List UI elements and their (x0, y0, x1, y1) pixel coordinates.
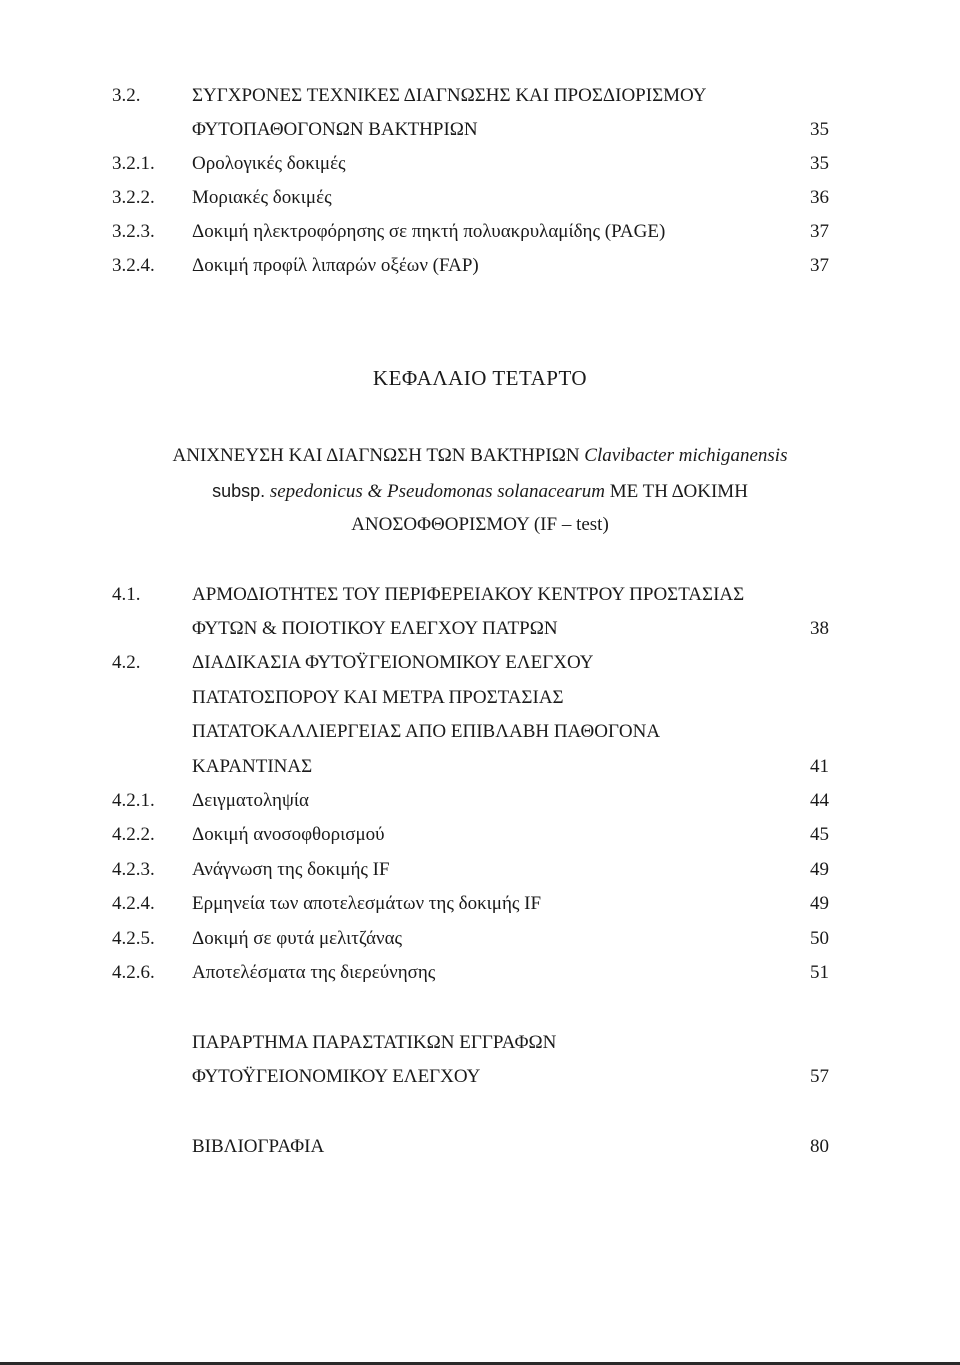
entry-page: 36 (810, 187, 829, 208)
entry-page: 37 (810, 255, 829, 276)
toc-entry-4-2-2 (0, 822, 960, 848)
entry-number: 4.2. (112, 652, 141, 673)
toc-entry-4-2-5 (0, 926, 960, 952)
entry-number: 3.2.3. (112, 221, 155, 242)
entry-page: 49 (810, 859, 829, 880)
subtitle-species: Clavibacter michiganensis (584, 445, 788, 466)
entry-number: 4.2.4. (112, 893, 155, 914)
toc-entry-4-2 (0, 650, 960, 676)
entry-page: 80 (810, 1136, 829, 1157)
toc-entry-4-1 (0, 582, 960, 608)
entry-title: Δοκιμή σε φυτά μελιτζάνας (192, 928, 403, 949)
entry-page: 45 (810, 824, 829, 845)
entry-title: Μοριακές δοκιμές (192, 187, 332, 208)
entry-number: 4.2.6. (112, 962, 155, 983)
entry-title-cont: ΠΑΤΑΤΟΣΠΟΡΟΥ ΚΑΙ ΜΕΤΡΑ ΠΡΟΣΤΑΣΙΑΣ (192, 687, 564, 708)
toc-entry-3-2-3 (0, 219, 960, 245)
subtitle-subsp: subsp. (212, 481, 266, 501)
entry-title: Ερμηνεία των αποτελεσμάτων της δοκιμής IF (192, 893, 542, 914)
toc-appendix-cont (0, 1064, 960, 1090)
entry-page: 35 (810, 119, 829, 140)
toc-entry-4-2-1 (0, 788, 960, 814)
entry-number: 3.2.2. (112, 187, 155, 208)
entry-number: 4.2.2. (112, 824, 155, 845)
entry-page: 41 (810, 756, 829, 777)
toc-entry-3-2 (0, 83, 960, 109)
entry-title: Δοκιμή ανοσοφθορισμού (192, 824, 385, 845)
toc-entry-3-2-2 (0, 185, 960, 211)
entry-title: Δοκιμή ηλεκτροφόρησης σε πηκτή πολυακρυλαμίδης (PAGE) (192, 221, 666, 242)
toc-entry-3-2-4 (0, 253, 960, 279)
entry-title-cont: ΦΥΤΩΝ & ΠΟΙΟΤΙΚΟΥ ΕΛΕΓΧΟΥ ΠΑΤΡΩΝ (192, 618, 558, 639)
subtitle-text: ΑΝΙΧΝΕΥΣΗ ΚΑΙ ΔΙΑΓΝΩΣΗ ΤΩΝ ΒΑΚΤΗΡΙΩΝ (172, 445, 580, 466)
toc-entry-4-2-cont2 (0, 719, 960, 745)
toc-entry-3-2-1 (0, 151, 960, 177)
toc-entry-4-1-cont (0, 616, 960, 642)
entry-page: 50 (810, 928, 829, 949)
entry-title-cont: ΠΑΤΑΤΟΚΑΛΛΙΕΡΓΕΙΑΣ ΑΠΟ ΕΠΙΒΛΑΒΗ ΠΑΘΟΓΟΝΑ (192, 721, 661, 742)
entry-page: 49 (810, 893, 829, 914)
entry-title: Δοκιμή προφίλ λιπαρών οξέων (FAP) (192, 255, 479, 276)
entry-number: 4.1. (112, 584, 141, 605)
toc-entry-4-2-3 (0, 857, 960, 883)
entry-title: ΑΡΜΟΔΙΟΤΗΤΕΣ ΤΟΥ ΠΕΡΙΦΕΡΕΙΑΚΟΥ ΚΕΝΤΡΟΥ ΠΡΟΣΤΑΣΙΑΣ (192, 584, 745, 605)
entry-title: Ορολογικές δοκιμές (192, 153, 346, 174)
toc-entry-4-2-cont3 (0, 754, 960, 780)
toc-entry-3-2-cont (0, 117, 960, 143)
entry-page: 35 (810, 153, 829, 174)
appendix-title: ΠΑΡΑΡΤΗΜΑ ΠΑΡΑΣΤΑΤΙΚΩΝ ΕΓΓΡΑΦΩΝ (192, 1032, 557, 1053)
entry-page: 37 (810, 221, 829, 242)
chapter-subtitle-line1 (0, 442, 960, 470)
entry-title-cont: ΦΥΤΟΠΑΘΟΓΟΝΩΝ ΒΑΚΤΗΡΙΩΝ (192, 119, 478, 140)
entry-number: 3.2. (112, 85, 141, 106)
entry-title: Ανάγνωση της δοκιμής IF (192, 859, 390, 880)
entry-title: Αποτελέσματα της διερεύνησης (192, 962, 436, 983)
entry-page: 51 (810, 962, 829, 983)
toc-entry-4-2-4 (0, 891, 960, 917)
entry-page: 44 (810, 790, 829, 811)
toc-entry-4-2-6 (0, 960, 960, 986)
subtitle-text: ΜΕ ΤΗ ΔΟΚΙΜΗ (609, 481, 748, 502)
entry-title-cont: ΚΑΡΑΝΤΙΝΑΣ (192, 756, 313, 777)
chapter-subtitle-line2 (0, 477, 960, 506)
bibliography-title: ΒΙΒΛΙΟΓΡΑΦΙΑ (192, 1136, 325, 1157)
chapter-subtitle-line3: ΑΝΟΣΟΦΘΟΡΙΣΜΟΥ (IF – test) (351, 514, 609, 535)
appendix-title-cont: ΦΥΤΟΫΓΕΙΟΝΟΜΙΚΟΥ ΕΛΕΓΧΟΥ (192, 1066, 481, 1087)
entry-number: 4.2.3. (112, 859, 155, 880)
entry-title: Δειγματοληψία (192, 790, 309, 811)
subtitle-species: sepedonicus & Pseudomonas solanacearum (269, 481, 605, 502)
chapter-heading: ΚΕΦΑΛΑΙΟ ΤΕΤΑΡΤΟ (372, 366, 588, 390)
entry-title: ΔΙΑΔΙΚΑΣΙΑ ΦΥΤΟΫΓΕΙΟΝΟΜΙΚΟΥ ΕΛΕΓΧΟΥ (192, 652, 594, 673)
entry-page: 57 (810, 1066, 829, 1087)
entry-number: 4.2.1. (112, 790, 155, 811)
toc-bibliography (0, 1134, 960, 1160)
toc-entry-4-2-cont1 (0, 685, 960, 711)
entry-number: 3.2.1. (112, 153, 155, 174)
entry-number: 3.2.4. (112, 255, 155, 276)
entry-page: 38 (810, 618, 829, 639)
entry-title: ΣΥΓΧΡΟΝΕΣ ΤΕΧΝΙΚΕΣ ΔΙΑΓΝΩΣΗΣ ΚΑΙ ΠΡΟΣΔΙΟΡΙΣΜΟΥ (192, 85, 707, 106)
entry-number: 4.2.5. (112, 928, 155, 949)
toc-appendix (0, 1030, 960, 1056)
